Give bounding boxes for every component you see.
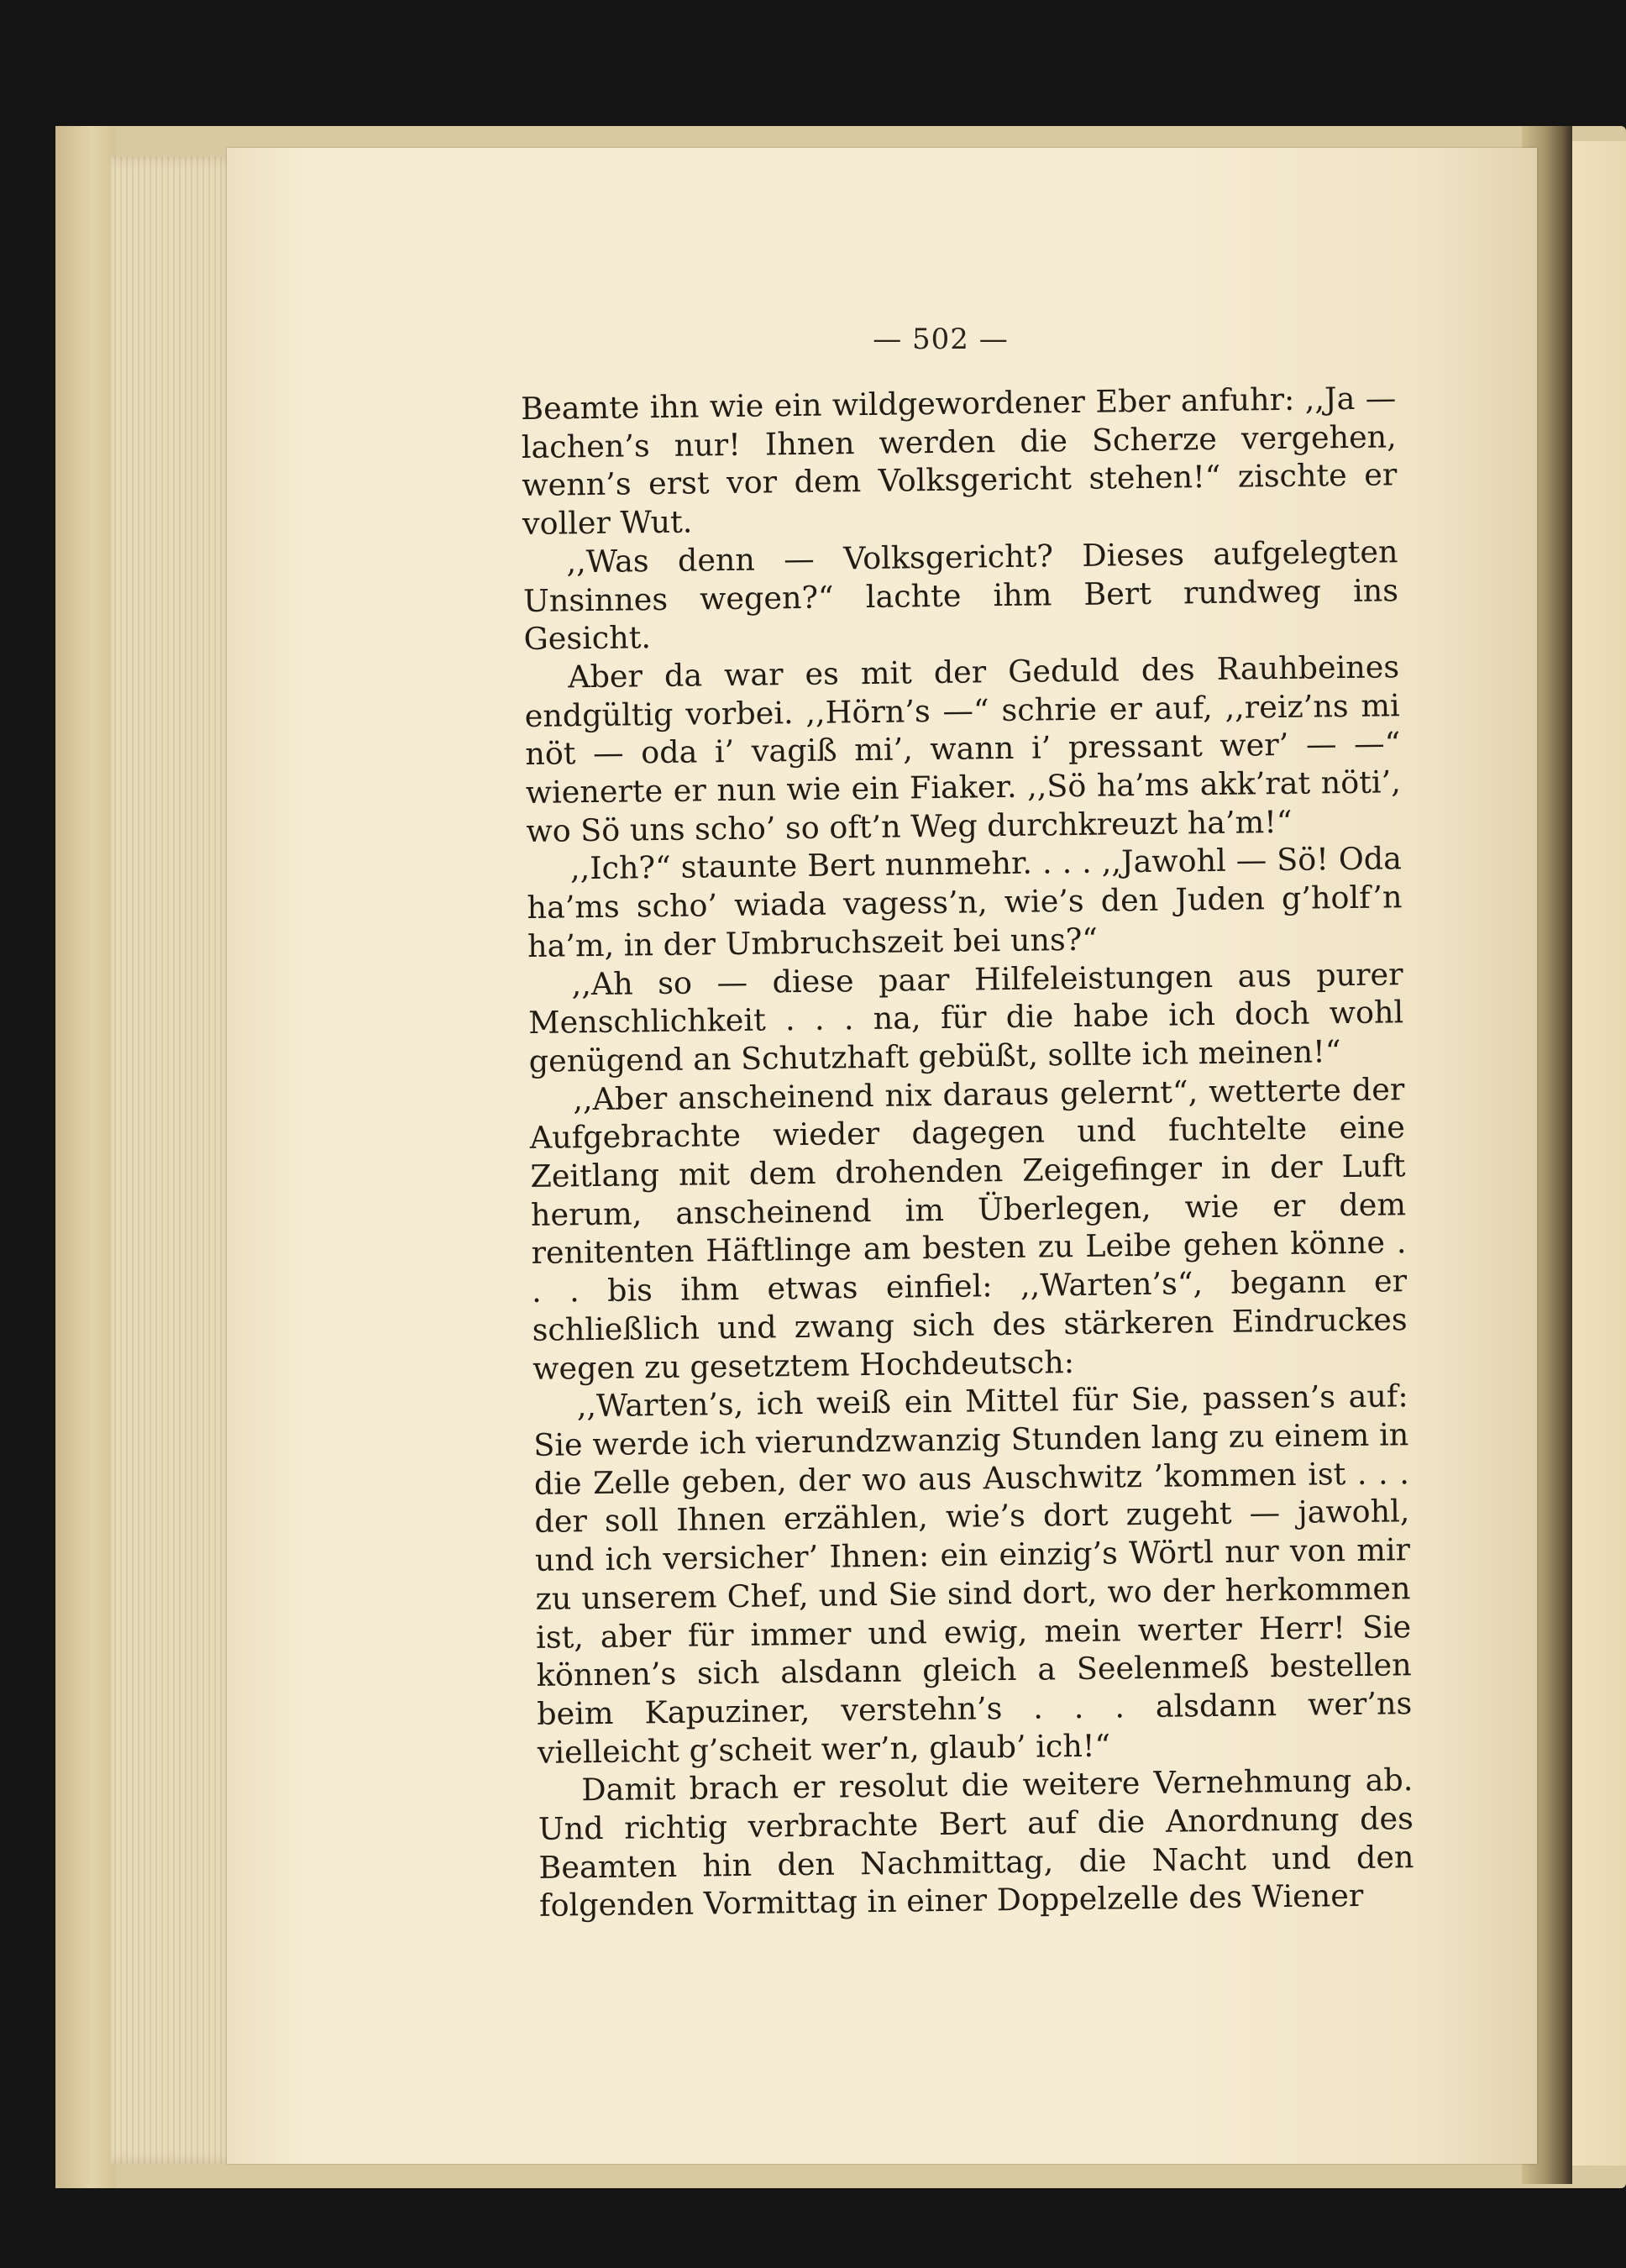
paragraph-8: Damit brach er resolut die weitere Vernehmung ab. Und richtig verbrachte Bert auf die Anordnung des Beamten hin den Nachmittag, die Nacht und den folgenden Vormittag in einer Doppelzelle des Wiener [538, 1761, 1414, 1924]
paragraph-1: Beamte ihn wie ein wildgewordener Eber anfuhr: ,,Ja — lachen’s nur! Ihnen werden die Scherze vergehen, wenn’s erst vor dem Volksgericht stehen!“ zischte er voller Wut. [521, 380, 1398, 543]
cover-spine-edge [55, 126, 116, 2188]
paragraph-2: ,,Was denn — Volksgericht? Dieses aufgelegten Unsinnes wegen?“ lachte ihm Bert rundweg ins Gesicht. [522, 533, 1399, 658]
paragraph-3: Aber da war es mit der Geduld des Rauhbeines endgültig vorbei. ,,Hörn’s —“ schrie er auf, ,,reiz’ns mi nöt — oda i’ vagiß mi’, wann i’ pressant wer’ — —“ wienerte er nun wie ein Fiaker. ,,Sö ha’ms akk’rat nöti’, wo Sö uns scho’ so oft’n Weg durchkreuzt ha’m!“ [524, 648, 1402, 849]
facing-page-edge [1572, 141, 1626, 2166]
paragraph-7: ,,Warten’s, ich weiß ein Mittel für Sie, passen’s auf: Sie werde ich vierundzwanzig Stunden lang zu einem in die Zelle geben, der wo aus Auschwitz ’kommen ist . . . der soll Ihnen erzählen, wie’s dort zugeht — jawohl, und ich versicher’ Ihnen: ein einzig’s Wörtl nur von mir zu unserem Chef, und Sie sind dort, wo der herkommen ist, aber für immer und ewig, mein werter Herr! Sie können’s sich alsdann gleich a Seelenmeß bestellen beim Kapuziner, verstehn’s . . . alsdann wer’ns vielleicht g’scheit wer’n, glaub’ ich!“ [533, 1378, 1413, 1771]
paragraph-5: ,,Ah so — diese paar Hilfeleistungen aus purer Menschlichkeit . . . na, für die habe ich doch wohl genügend an Schutzhaft gebüßt, sollte ich meinen!“ [527, 955, 1404, 1079]
page-stack-edges [111, 156, 237, 2164]
paragraph-6: ,,Aber anscheinend nix daraus gelernt“, wetterte der Aufgebrachte wieder dagegen und fuchtelte eine Zeitlang mit dem drohenden Zeigefinger in der Luft herum, anscheinend im Überlegen, wie er dem renitenten Häftlinge am besten zu Leibe gehen könne . . . bis ihm etwas einfiel: ,,Warten’s“, begann er schließlich und zwang sich des stärkeren Eindruckes wegen zu gesetztem Hochdeutsch: [529, 1070, 1408, 1387]
body-text [521, 379, 1414, 1925]
paragraph-4: ,,Ich?“ staunte Bert nunmehr. . . . ,,Jawohl — Sö! Oda ha’ms scho’ wiada vagess’n, wie’s den Juden g’holf’n ha’m, in der Umbruchszeit bei uns?“ [527, 840, 1403, 964]
page-number: — 502 — [873, 323, 1009, 356]
